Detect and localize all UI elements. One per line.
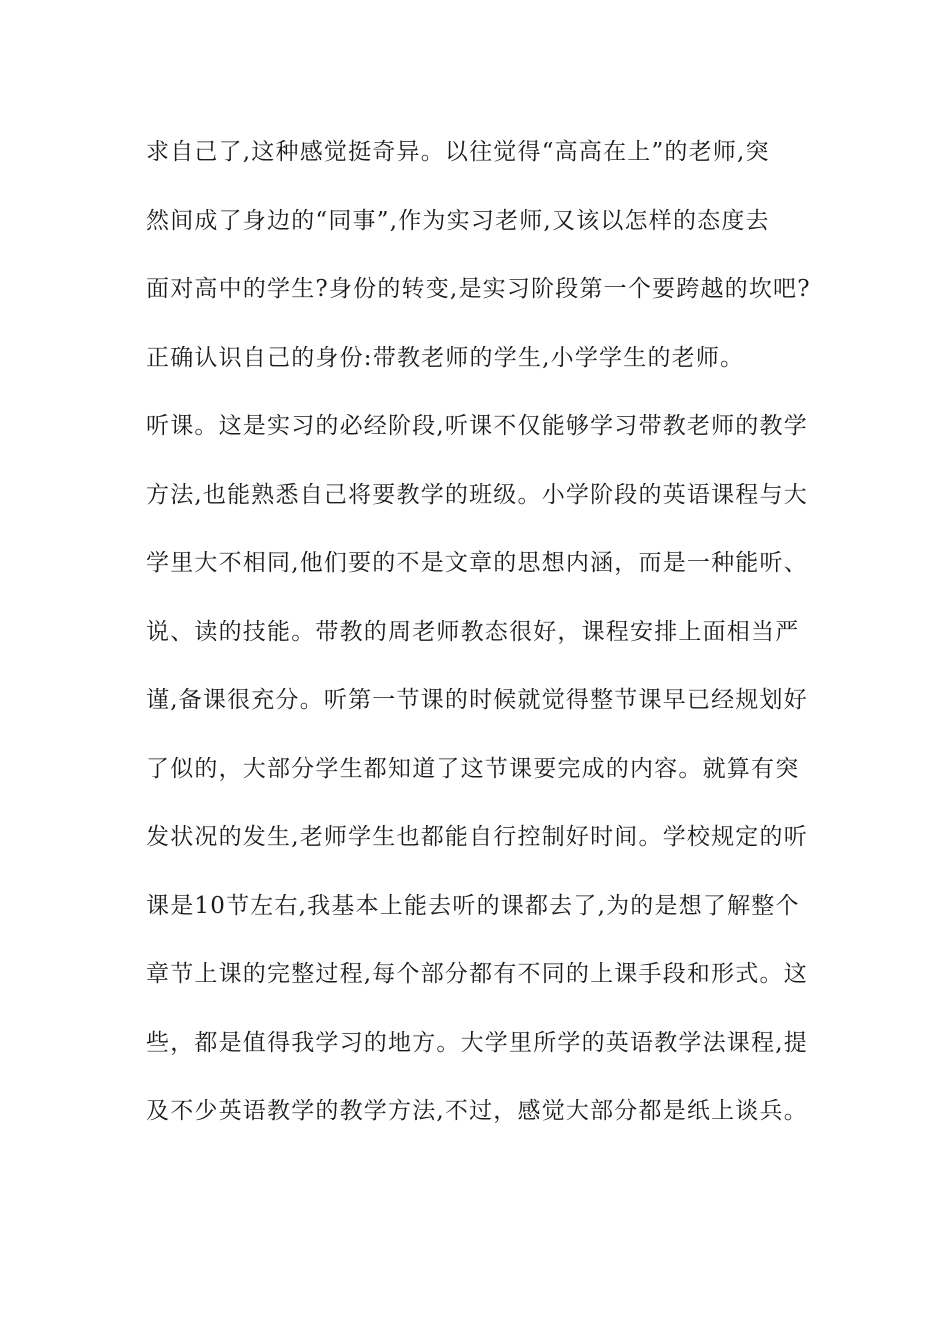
- text-line: 了似的，大部分学生都知道了这节课要完成的内容。就算有突: [146, 755, 800, 782]
- text-line: 求自己了,这种感觉挺奇异。以往觉得“高高在上”的老师,突: [146, 139, 770, 165]
- body-text: [146, 127, 816, 1155]
- text-line: 课是10节左右,我基本上能去听的课都去了,为的是想了解整个: [146, 892, 800, 919]
- text-line: 些，都是值得我学习的地方。大学里所学的英语教学法课程,提: [146, 1029, 808, 1056]
- text-line: 说、读的技能。带教的周老师教态很好，课程安排上面相当严: [146, 618, 800, 645]
- text-line: 方法,也能熟悉自己将要教学的班级。小学阶段的英语课程与大: [146, 481, 808, 508]
- text-line: 及不少英语教学的教学方法,不过，感觉大部分都是纸上谈兵。: [146, 1098, 808, 1124]
- text-line: 谨,备课很充分。听第一节课的时候就觉得整节课早已经规划好: [146, 687, 808, 713]
- text-line: 学里大不相同,他们要的不是文章的思想内涵，而是一种能听、: [146, 550, 808, 576]
- text-line: 发状况的发生,老师学生也都能自行控制好时间。学校规定的听: [146, 824, 808, 850]
- text-line: 然间成了身边的“同事”,作为实习老师,又该以怎样的态度去: [146, 207, 770, 234]
- text-line: 听课。这是实习的必经阶段,听课不仅能够学习带教老师的教学: [146, 413, 808, 439]
- text-line: 正确认识自己的身份:带教老师的学生,小学学生的老师。: [146, 344, 745, 371]
- text-line: 面对高中的学生?身份的转变,是实习阶段第一个要跨越的坎吧?: [146, 276, 811, 302]
- text-line: 章节上课的完整过程,每个部分都有不同的上课手段和形式。这: [146, 961, 808, 987]
